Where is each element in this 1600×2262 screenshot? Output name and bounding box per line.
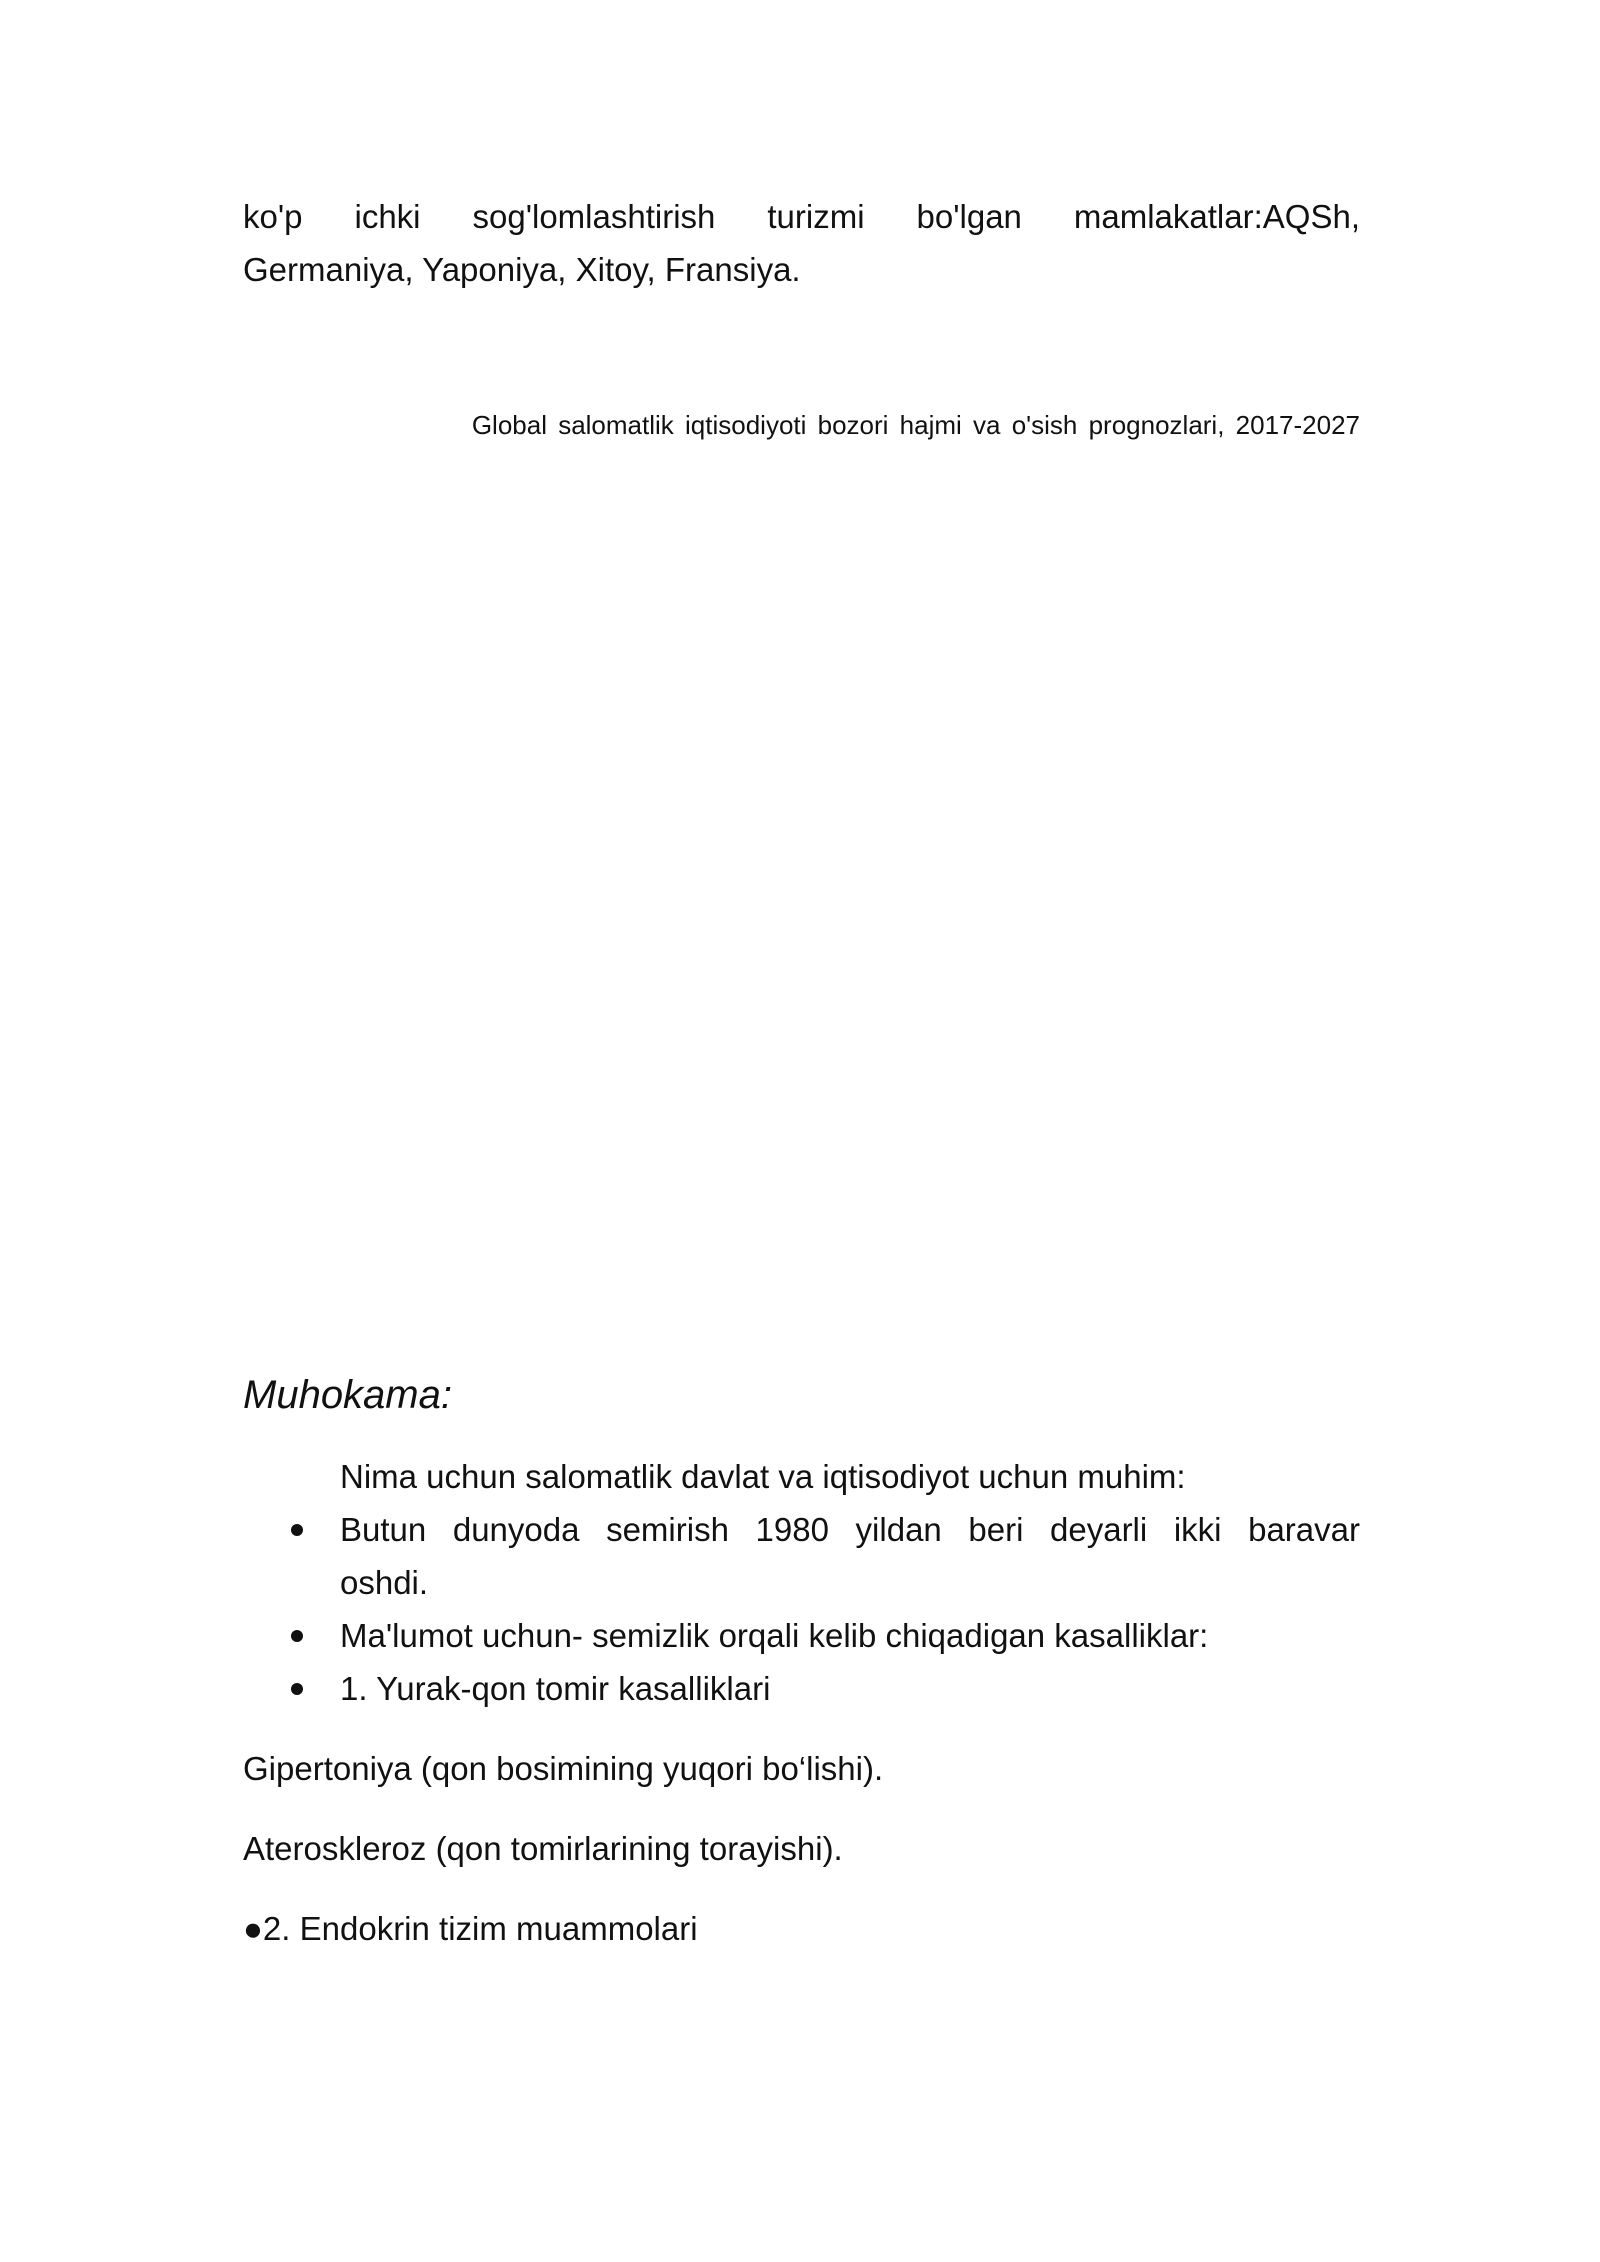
intro-line-2: Germaniya, Yaponiya, Xitoy, Fransiya. — [243, 251, 801, 288]
list-item-text-line-2: oshdi. — [340, 1564, 429, 1601]
list-item-text: 1. Yurak-qon tomir kasalliklari — [340, 1670, 771, 1707]
intro-line-1: ko'p ichki sog'lomlashtirish turizmi bo'lgan mamlakatlar:AQSh, — [243, 198, 1360, 235]
list-item — [243, 1609, 1360, 1662]
list-item-text: Ma'lumot uchun- semizlik orqali kelib chiqadigan kasalliklar: — [340, 1617, 1209, 1654]
paragraph-hypertension: Gipertoniya (qon bosimining yuqori bo‘lishi). — [243, 1750, 884, 1787]
list-item-text-line-1: Butun dunyoda semirish 1980 yildan beri deyarli ikki baravar — [340, 1511, 1360, 1548]
discussion-heading: Muhokama: — [243, 1373, 452, 1417]
intro-paragraph — [243, 190, 1360, 296]
list-item — [243, 1503, 1360, 1556]
figure-caption: Global salomatlik iqtisodiyoti bozori hajmi va o'sish prognozlari, 2017-2027 — [471, 410, 1360, 440]
bullet-icon — [291, 1630, 303, 1642]
figure-placeholder — [243, 460, 1360, 1340]
paragraph-endocrine: ●2. Endokrin tizim muammolari — [243, 1910, 698, 1947]
bullet-icon — [291, 1683, 303, 1695]
list-item — [243, 1662, 1360, 1715]
discussion-intro-line: Nima uchun salomatlik davlat va iqtisodiyot uchun muhim: — [340, 1458, 1186, 1495]
paragraph-atherosclerosis: Ateroskleroz (qon tomirlarining torayishi). — [243, 1830, 843, 1867]
bullet-icon — [291, 1524, 303, 1536]
